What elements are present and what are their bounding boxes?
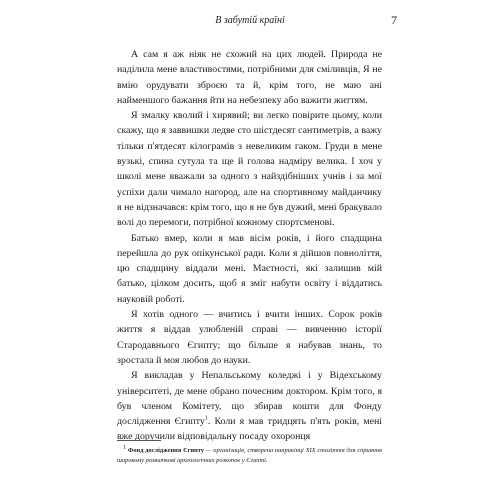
running-head-title: В забутій країні (215, 15, 285, 26)
paragraph-4: Я хотів одного — вчитись і вчити інших. Сорок років життя я віддав улюбленій справі — вивченню історії Стародавнього Єгипту; що більше я набував знань, то зростала й моя любов до науки. (117, 309, 382, 366)
page-number: 7 (391, 13, 397, 27)
paragraph-2: Я змалку кволий і хирявий; ви легко повірите цьому, коли скажу, що я заввишки ледве сто шістдесят сантиметрів, а важу тільки п'ятдесят кілограмів з невеликим гаком. Груди в мене вузькі, спина сутула та ще й голова надміру велика. І хоч у школі мене вважали за одного з найздібніших учнів і за мої успіхи дали чималo нагород, але на спортивному майданчику я не відзначався: крім того, що я не був дужий, мені бракувало волі до перемоги, потрібної кожному спортсменові. (117, 110, 382, 229)
footnote-term: Фонд дослідження Єгипту (127, 447, 204, 454)
paragraph-1: А сам я аж ніяк не схожий на цих людей. Природа не наділила мене властивостями, потрібними для сміливців, Я не вмію орудувати зброєю та й, крім того, не маю ані найменшого бажання йти на небезпеку або важити життям. (117, 49, 382, 106)
footnote-definition: — організація, створена наприкінці XIX століття для сприяння широкому розвиткові археологічних розкопок у Єгипті. (117, 447, 382, 464)
footnote-divider (117, 440, 161, 441)
paragraph-5-end: . Коли я мав тридцять п'ять років, мені вже доручили відповідальну посаду охоронця (117, 416, 382, 443)
paragraph-5 (117, 368, 382, 444)
paragraph-5-start: Я викладав у Непальському коледжі і у Відехському університеті, де мене обрано почесним доктором. Крім того, я був членом Комітету, що збирав кошти для Фонду дослідження Єгипту (117, 370, 382, 428)
footnote-marker: 1 (123, 444, 126, 451)
footnote (117, 446, 382, 466)
footnote-reference[interactable]: 1 (204, 415, 208, 422)
page-header (0, 13, 500, 29)
paragraph-3: Батько вмер, коли я мав вісім років, і його спадщина перейшла до рук опікунської ради. Коли я дійшов повноліття, цю спадщину віддали мені. Маєтності, які залишив мій батько, цілком досить, щоб я зміг набути освіту і віддатись науковій роботі. (117, 232, 382, 305)
body-text (117, 47, 382, 445)
